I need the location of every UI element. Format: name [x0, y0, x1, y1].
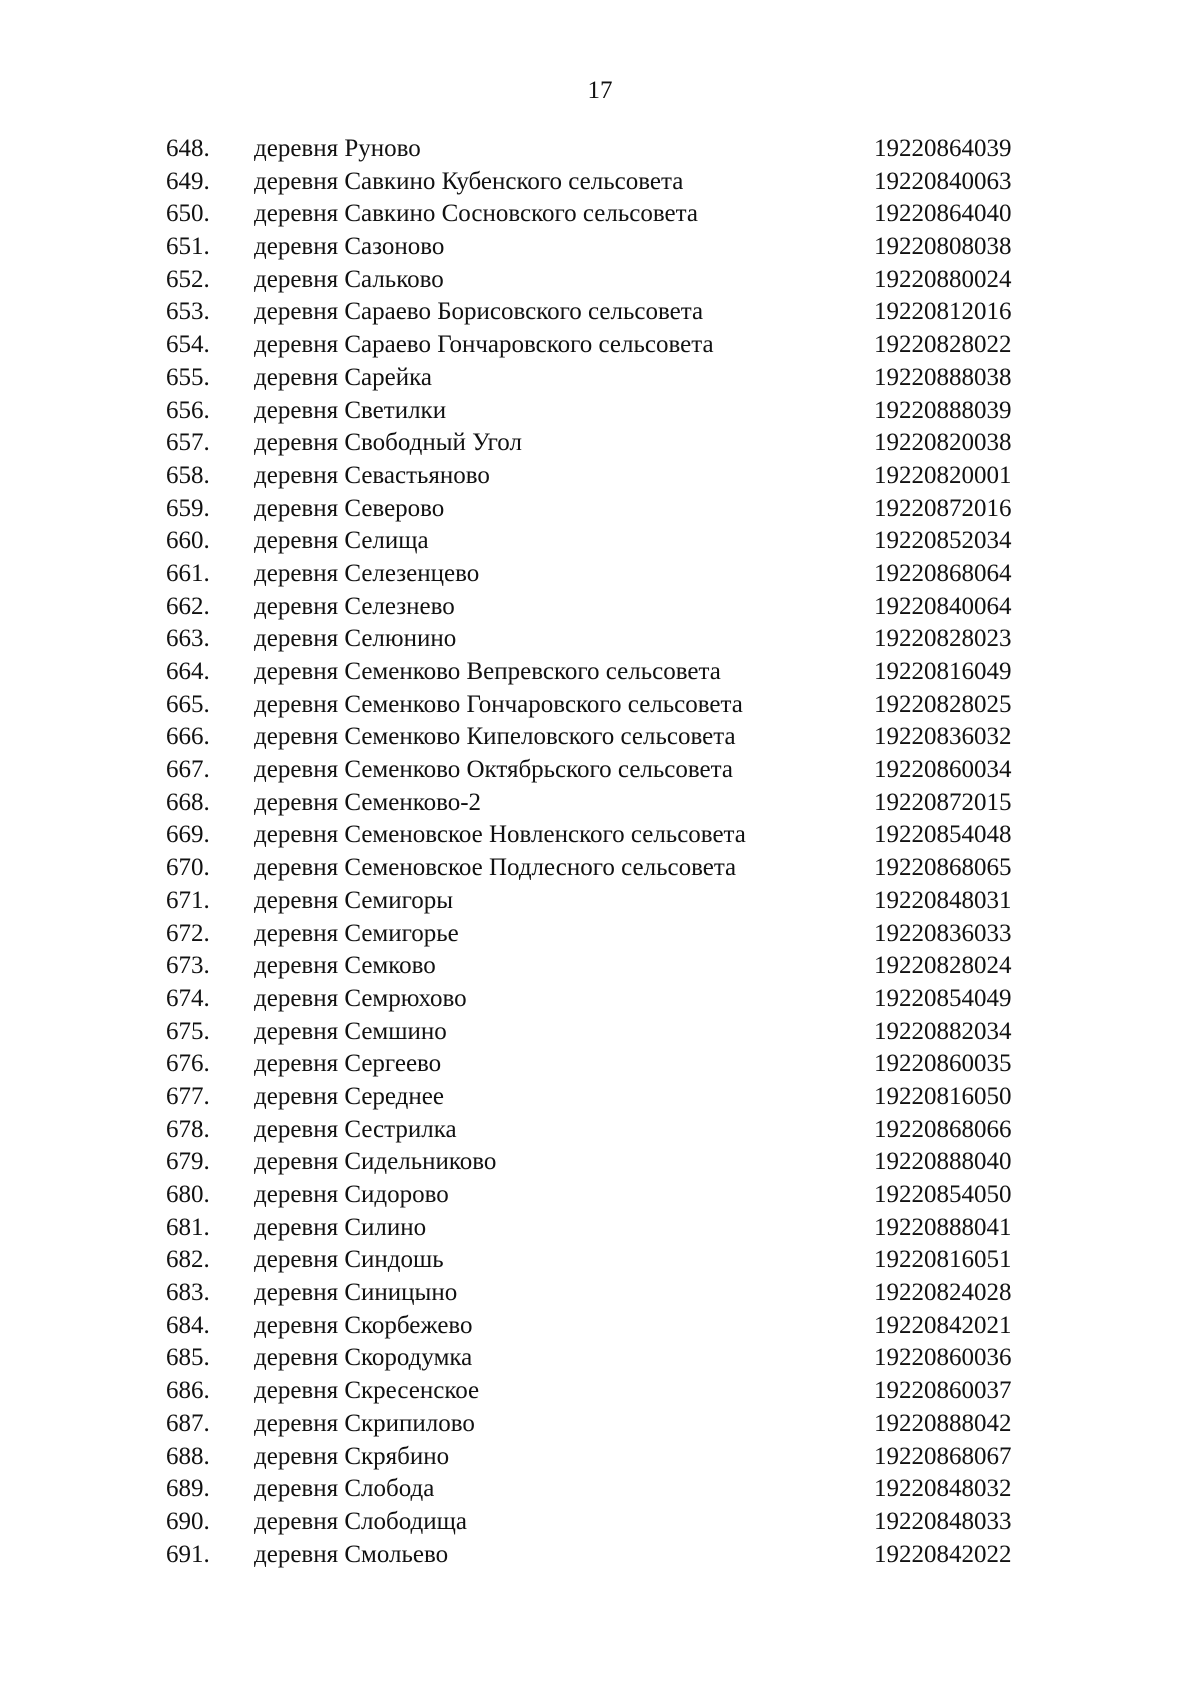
- list-item: [0, 1146, 1200, 1179]
- item-number: 674.: [166, 984, 210, 1012]
- list-item: [0, 591, 1200, 624]
- oktmo-code: 19220828025: [874, 690, 1012, 718]
- settlement-name: деревня Синицыно: [254, 1279, 458, 1307]
- settlement-name: деревня Селезнево: [254, 592, 455, 620]
- item-number: 672.: [166, 919, 210, 947]
- settlement-name: деревня Северово: [254, 494, 445, 522]
- oktmo-code: 19220842021: [874, 1311, 1012, 1339]
- settlement-name: деревня Сальково: [254, 265, 444, 293]
- list-item: [0, 918, 1200, 951]
- item-number: 676.: [166, 1050, 210, 1078]
- item-number: 680.: [166, 1181, 210, 1208]
- list-item: [0, 1408, 1200, 1441]
- list-item: [0, 1277, 1200, 1310]
- oktmo-code: 19220842022: [874, 1540, 1012, 1568]
- oktmo-code: 19220816051: [874, 1246, 1012, 1274]
- settlement-name: деревня Семенково Вепревского сельсовета: [254, 658, 721, 685]
- settlement-name: деревня Сестрилка: [254, 1115, 457, 1143]
- settlement-name: деревня Семенково-2: [254, 788, 482, 816]
- settlement-name: деревня Семеновское Подлесного сельсовета: [254, 854, 737, 882]
- oktmo-code: 19220872016: [874, 494, 1012, 522]
- oktmo-code: 19220888042: [874, 1409, 1012, 1437]
- oktmo-code: 19220864039: [874, 135, 1012, 162]
- item-number: 656.: [166, 396, 210, 424]
- item-number: 663.: [166, 625, 210, 653]
- oktmo-code: 19220888041: [874, 1213, 1012, 1241]
- item-number: 658.: [166, 461, 210, 489]
- list-item: [0, 166, 1200, 199]
- list-item: [0, 1244, 1200, 1277]
- list-item: [0, 754, 1200, 787]
- item-number: 648.: [166, 135, 210, 162]
- list-item: [0, 231, 1200, 264]
- settlement-name: деревня Сараево Борисовского сельсовета: [254, 298, 704, 326]
- list-item: [0, 362, 1200, 395]
- item-number: 664.: [166, 658, 210, 685]
- item-number: 690.: [166, 1507, 210, 1535]
- item-number: 691.: [166, 1540, 210, 1568]
- oktmo-code: 19220880024: [874, 265, 1012, 293]
- settlement-name: деревня Севастьяново: [254, 461, 490, 489]
- item-number: 682.: [166, 1246, 210, 1274]
- item-number: 679.: [166, 1148, 210, 1176]
- oktmo-code: 19220836032: [874, 723, 1012, 751]
- settlement-name: деревня Сазоново: [254, 233, 445, 261]
- list-item: [0, 296, 1200, 329]
- item-number: 665.: [166, 690, 210, 718]
- settlement-name: деревня Селюнино: [254, 625, 457, 653]
- oktmo-code: 19220840063: [874, 167, 1012, 195]
- item-number: 673.: [166, 952, 210, 980]
- list-item: [0, 525, 1200, 558]
- list-item: [0, 1375, 1200, 1408]
- oktmo-code: 19220872015: [874, 788, 1012, 816]
- item-number: 657.: [166, 429, 210, 457]
- list-item: [0, 1048, 1200, 1081]
- oktmo-code: 19220868064: [874, 559, 1012, 587]
- item-number: 670.: [166, 854, 210, 882]
- oktmo-code: 19220888039: [874, 396, 1012, 424]
- settlement-list: [0, 133, 1200, 1571]
- oktmo-code: 19220820001: [874, 461, 1012, 489]
- list-item: [0, 656, 1200, 689]
- page-number: 17: [587, 77, 613, 104]
- list-item: [0, 427, 1200, 460]
- list-item: [0, 1473, 1200, 1506]
- list-item: [0, 852, 1200, 885]
- oktmo-code: 19220868065: [874, 854, 1012, 882]
- list-item: [0, 395, 1200, 428]
- list-item: [0, 1342, 1200, 1375]
- list-item: [0, 1114, 1200, 1147]
- item-number: 677.: [166, 1082, 210, 1110]
- settlement-name: деревня Семенково Октябрьского сельсовета: [254, 756, 733, 784]
- item-number: 653.: [166, 298, 210, 326]
- oktmo-code: 19220854050: [874, 1181, 1012, 1208]
- settlement-name: деревня Середнее: [254, 1082, 444, 1110]
- settlement-name: деревня Скрябино: [254, 1442, 450, 1470]
- settlement-name: деревня Сарейка: [254, 363, 432, 391]
- item-number: 650.: [166, 200, 210, 228]
- item-number: 689.: [166, 1475, 210, 1503]
- oktmo-code: 19220840064: [874, 592, 1012, 620]
- settlement-name: деревня Сидельниково: [254, 1148, 497, 1176]
- list-item: [0, 558, 1200, 591]
- item-number: 675.: [166, 1017, 210, 1045]
- item-number: 659.: [166, 494, 210, 522]
- list-item: [0, 1016, 1200, 1049]
- oktmo-code: 19220868066: [874, 1115, 1012, 1143]
- list-item: [0, 689, 1200, 722]
- oktmo-code: 19220824028: [874, 1279, 1012, 1307]
- item-number: 686.: [166, 1377, 210, 1405]
- oktmo-code: 19220808038: [874, 233, 1012, 261]
- settlement-name: деревня Слободища: [254, 1507, 467, 1535]
- item-number: 667.: [166, 756, 210, 784]
- item-number: 681.: [166, 1213, 210, 1241]
- item-number: 666.: [166, 723, 210, 751]
- list-item: [0, 721, 1200, 754]
- settlement-name: деревня Семково: [254, 952, 436, 980]
- settlement-name: деревня Смольево: [254, 1540, 449, 1568]
- settlement-name: деревня Семенково Кипеловского сельсовета: [254, 723, 736, 751]
- settlement-name: деревня Семеновское Новленского сельсовета: [254, 821, 746, 849]
- oktmo-code: 19220828023: [874, 625, 1012, 653]
- list-item: [0, 1179, 1200, 1212]
- settlement-name: деревня Савкино Сосновского сельсовета: [254, 200, 698, 228]
- settlement-name: деревня Семрюхово: [254, 984, 467, 1012]
- settlement-name: деревня Синдошь: [254, 1246, 444, 1274]
- oktmo-code: 19220860035: [874, 1050, 1012, 1078]
- item-number: 661.: [166, 559, 210, 587]
- oktmo-code: 19220882034: [874, 1017, 1012, 1045]
- item-number: 669.: [166, 821, 210, 849]
- settlement-name: деревня Скрипилово: [254, 1409, 475, 1437]
- oktmo-code: 19220860036: [874, 1344, 1012, 1372]
- settlement-name: деревня Семигорье: [254, 919, 459, 947]
- list-item: [0, 460, 1200, 493]
- settlement-name: деревня Скресенское: [254, 1377, 480, 1405]
- list-item: [0, 950, 1200, 983]
- oktmo-code: 19220828022: [874, 331, 1012, 359]
- settlement-name: деревня Сергеево: [254, 1050, 442, 1078]
- list-item: [0, 1081, 1200, 1114]
- settlement-name: деревня Слобода: [254, 1475, 435, 1503]
- list-item: [0, 623, 1200, 656]
- settlement-name: деревня Руново: [254, 135, 421, 162]
- oktmo-code: 19220820038: [874, 429, 1012, 457]
- item-number: 685.: [166, 1344, 210, 1372]
- oktmo-code: 19220828024: [874, 952, 1012, 980]
- settlement-name: деревня Силино: [254, 1213, 427, 1241]
- oktmo-code: 19220816050: [874, 1082, 1012, 1110]
- item-number: 660.: [166, 527, 210, 555]
- item-number: 678.: [166, 1115, 210, 1143]
- item-number: 662.: [166, 592, 210, 620]
- list-item: [0, 198, 1200, 231]
- oktmo-code: 19220854049: [874, 984, 1012, 1012]
- settlement-name: деревня Семшино: [254, 1017, 447, 1045]
- settlement-name: деревня Светилки: [254, 396, 447, 424]
- item-number: 649.: [166, 167, 210, 195]
- oktmo-code: 19220812016: [874, 298, 1012, 326]
- oktmo-code: 19220864040: [874, 200, 1012, 228]
- oktmo-code: 19220852034: [874, 527, 1012, 555]
- oktmo-code: 19220860034: [874, 756, 1012, 784]
- list-item: [0, 1506, 1200, 1539]
- list-item: [0, 329, 1200, 362]
- item-number: 671.: [166, 886, 210, 914]
- item-number: 655.: [166, 363, 210, 391]
- oktmo-code: 19220854048: [874, 821, 1012, 849]
- list-item: [0, 1441, 1200, 1474]
- settlement-name: деревня Семигоры: [254, 886, 454, 914]
- settlement-name: деревня Селища: [254, 527, 429, 555]
- item-number: 668.: [166, 788, 210, 816]
- list-item: [0, 819, 1200, 852]
- list-item: [0, 1539, 1200, 1572]
- item-number: 652.: [166, 265, 210, 293]
- item-number: 651.: [166, 233, 210, 261]
- list-item: [0, 133, 1200, 166]
- list-item: [0, 493, 1200, 526]
- settlement-name: деревня Скородумка: [254, 1344, 473, 1372]
- oktmo-code: 19220868067: [874, 1442, 1012, 1470]
- settlement-name: деревня Селезенцево: [254, 559, 480, 587]
- list-item: [0, 1212, 1200, 1245]
- item-number: 687.: [166, 1409, 210, 1437]
- oktmo-code: 19220848032: [874, 1475, 1012, 1503]
- item-number: 654.: [166, 331, 210, 359]
- oktmo-code: 19220816049: [874, 658, 1012, 685]
- settlement-name: деревня Свободный Угол: [254, 429, 522, 457]
- settlement-name: деревня Семенково Гончаровского сельсовета: [254, 690, 743, 718]
- settlement-name: деревня Савкино Кубенского сельсовета: [254, 167, 684, 195]
- settlement-name: деревня Сидорово: [254, 1181, 449, 1208]
- oktmo-code: 19220848033: [874, 1507, 1012, 1535]
- oktmo-code: 19220888038: [874, 363, 1012, 391]
- list-item: [0, 885, 1200, 918]
- oktmo-code: 19220860037: [874, 1377, 1012, 1405]
- item-number: 683.: [166, 1279, 210, 1307]
- item-number: 684.: [166, 1311, 210, 1339]
- settlement-name: деревня Сараево Гончаровского сельсовета: [254, 331, 714, 359]
- list-item: [0, 264, 1200, 297]
- item-number: 688.: [166, 1442, 210, 1470]
- list-item: [0, 787, 1200, 820]
- oktmo-code: 19220836033: [874, 919, 1012, 947]
- oktmo-code: 19220848031: [874, 886, 1012, 914]
- oktmo-code: 19220888040: [874, 1148, 1012, 1176]
- list-item: [0, 983, 1200, 1016]
- settlement-name: деревня Скорбежево: [254, 1311, 473, 1339]
- list-item: [0, 1310, 1200, 1343]
